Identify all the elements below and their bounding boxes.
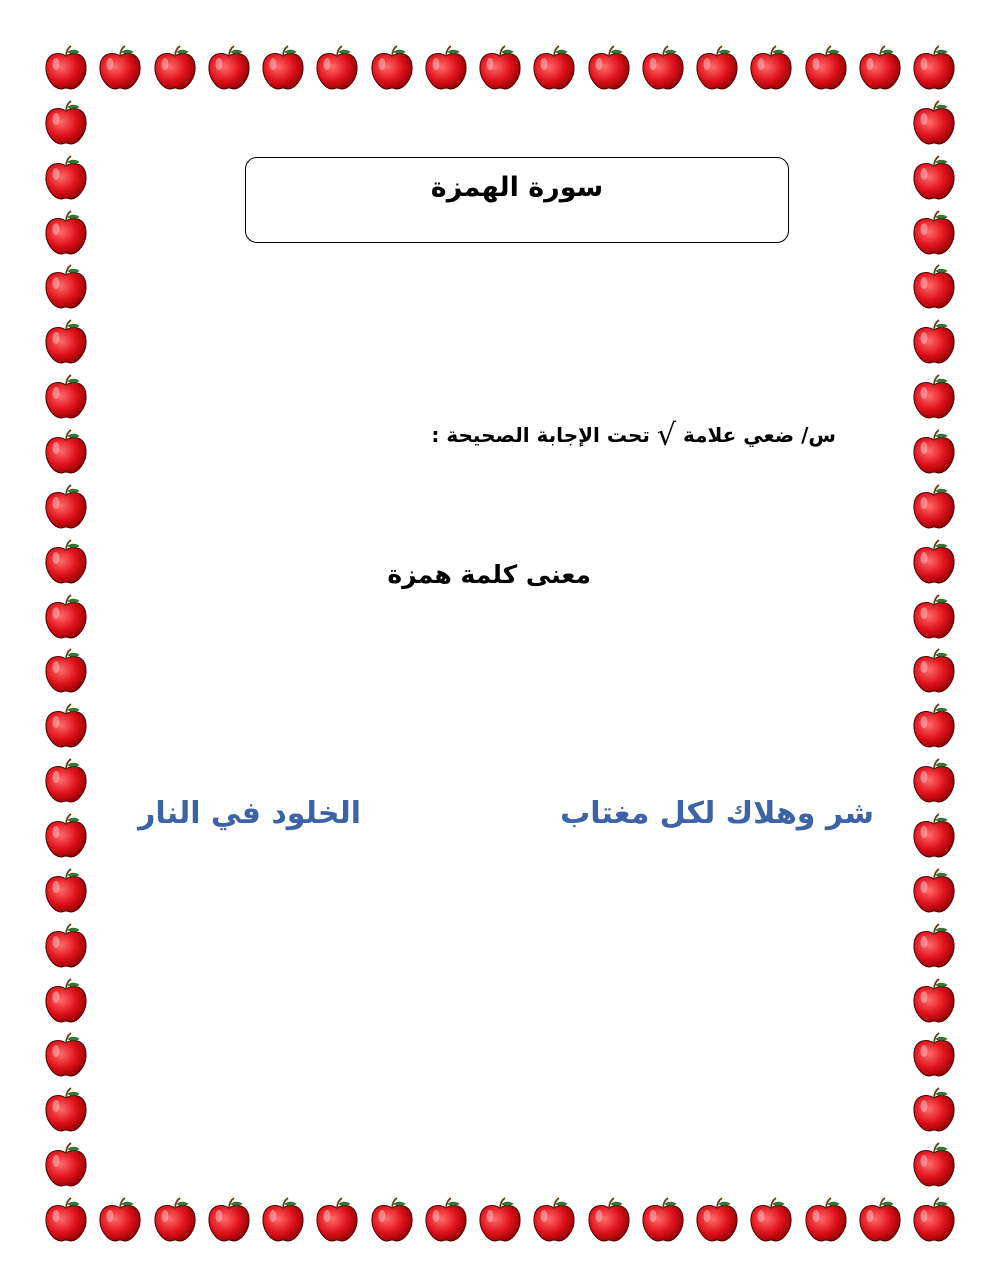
apple-icon — [910, 867, 958, 915]
apple-icon — [313, 44, 361, 92]
apple-icon — [42, 483, 90, 531]
apple-icon — [910, 757, 958, 805]
apple-icon — [585, 44, 633, 92]
title-box — [245, 157, 789, 243]
apple-icon — [910, 702, 958, 750]
apple-icon — [205, 44, 253, 92]
apple-icon — [910, 812, 958, 860]
apple-icon — [910, 1086, 958, 1134]
apple-icon — [313, 1196, 361, 1244]
apple-icon — [910, 44, 958, 92]
apple-icon — [42, 702, 90, 750]
answer-option-2[interactable]: الخلود في النار — [138, 796, 361, 831]
question-suffix: تحت الإجابة الصحيحة : — [431, 423, 657, 447]
apple-icon — [96, 44, 144, 92]
apple-icon — [910, 1196, 958, 1244]
apple-icon — [42, 44, 90, 92]
apple-icon — [42, 1031, 90, 1079]
apple-icon — [910, 977, 958, 1025]
apple-icon — [42, 922, 90, 970]
question-subheading: معنى كلمة همزة — [387, 560, 591, 589]
apple-icon — [42, 154, 90, 202]
apple-icon — [639, 1196, 687, 1244]
apple-icon — [693, 44, 741, 92]
answer-option-1[interactable]: شر وهلاك لكل مغتاب — [560, 796, 874, 831]
apple-icon — [910, 647, 958, 695]
apple-icon — [42, 99, 90, 147]
apple-icon — [42, 428, 90, 476]
apple-icon — [856, 1196, 904, 1244]
apple-icon — [151, 1196, 199, 1244]
apple-icon — [530, 1196, 578, 1244]
apple-icon — [42, 538, 90, 586]
question-instruction — [431, 418, 836, 453]
apple-icon — [856, 44, 904, 92]
apple-icon — [910, 922, 958, 970]
apple-icon — [802, 44, 850, 92]
apple-icon — [42, 1141, 90, 1189]
question-prefix: س/ ضعي علامة — [676, 423, 836, 447]
worksheet-title: سورة الهمزة — [430, 172, 604, 203]
apple-icon — [368, 44, 416, 92]
apple-icon — [910, 209, 958, 257]
apple-icon — [42, 373, 90, 421]
apple-icon — [910, 154, 958, 202]
apple-icon — [42, 757, 90, 805]
apple-icon — [910, 483, 958, 531]
apple-icon — [747, 1196, 795, 1244]
apple-icon — [530, 44, 578, 92]
apple-icon — [910, 263, 958, 311]
apple-icon — [910, 318, 958, 366]
apple-icon — [476, 44, 524, 92]
apple-icon — [910, 428, 958, 476]
apple-icon — [910, 373, 958, 421]
check-mark-symbol: √ — [656, 418, 676, 453]
apple-icon — [910, 1031, 958, 1079]
apple-icon — [368, 1196, 416, 1244]
apple-icon — [42, 1086, 90, 1134]
apple-icon — [910, 99, 958, 147]
apple-icon — [42, 977, 90, 1025]
apple-icon — [422, 1196, 470, 1244]
apple-icon — [42, 1196, 90, 1244]
apple-icon — [42, 812, 90, 860]
apple-icon — [42, 318, 90, 366]
apple-icon — [639, 44, 687, 92]
apple-icon — [96, 1196, 144, 1244]
apple-icon — [259, 1196, 307, 1244]
apple-icon — [205, 1196, 253, 1244]
apple-icon — [910, 1141, 958, 1189]
apple-icon — [42, 209, 90, 257]
apple-icon — [42, 593, 90, 641]
apple-icon — [476, 1196, 524, 1244]
apple-icon — [151, 44, 199, 92]
apple-icon — [747, 44, 795, 92]
apple-icon — [42, 867, 90, 915]
apple-icon — [802, 1196, 850, 1244]
apple-icon — [585, 1196, 633, 1244]
apple-icon — [910, 593, 958, 641]
apple-icon — [910, 538, 958, 586]
apple-icon — [693, 1196, 741, 1244]
apple-icon — [259, 44, 307, 92]
apple-icon — [422, 44, 470, 92]
apple-icon — [42, 647, 90, 695]
apple-icon — [42, 263, 90, 311]
